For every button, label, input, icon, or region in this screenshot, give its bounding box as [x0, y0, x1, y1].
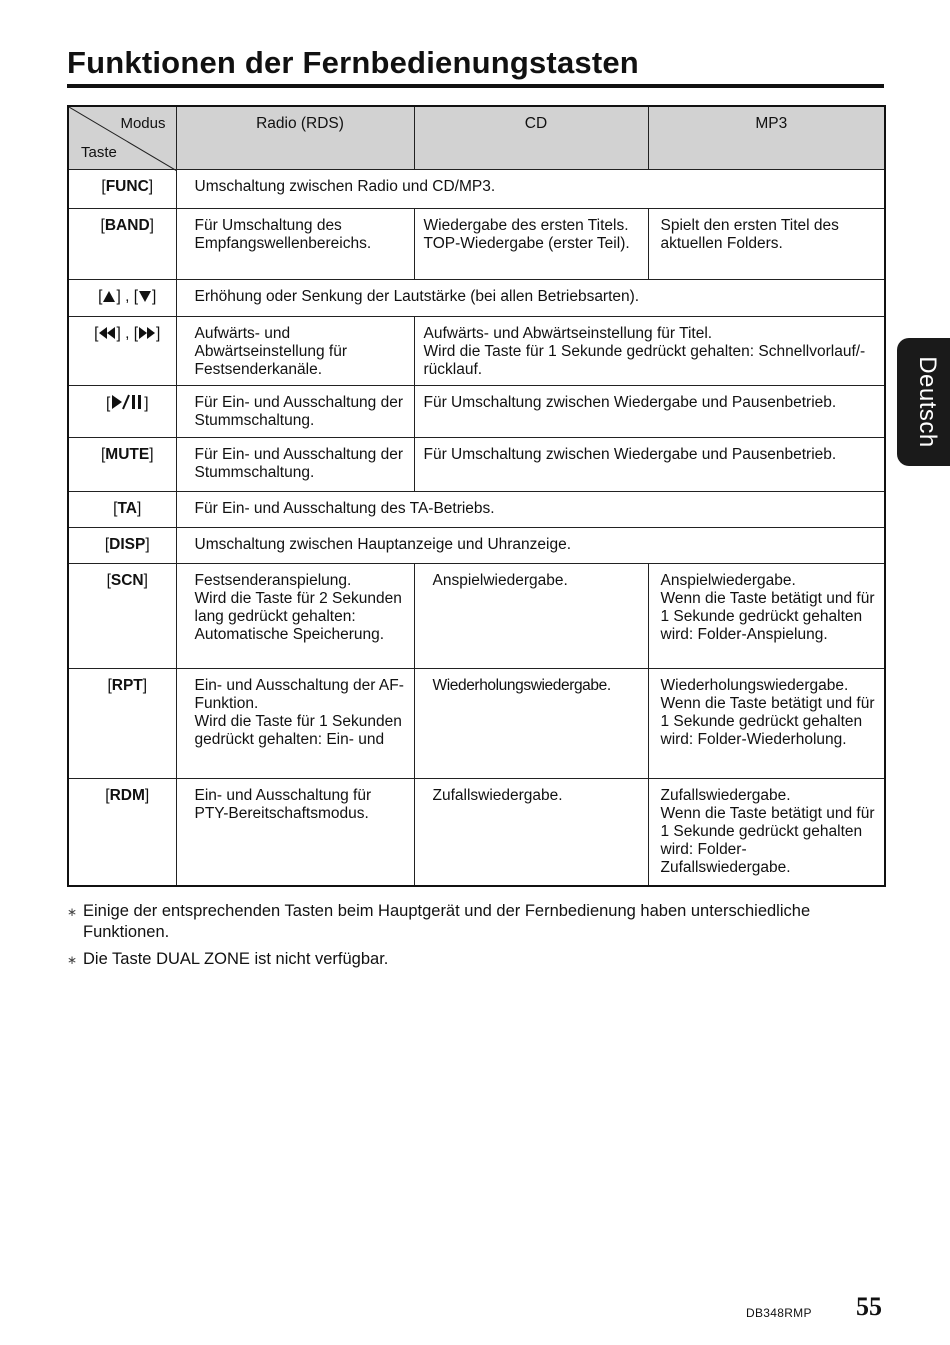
mp3-cell: Zufallswiedergabe. Wenn die Taste betätigt und für 1 Sekunde gedrückt gehalten wird: Folder-Zufallswiedergabe.: [648, 779, 885, 886]
language-side-tab: [897, 338, 950, 466]
key-cell: [RDM]: [68, 779, 176, 886]
header-mp3: MP3: [648, 106, 885, 170]
table-row: [68, 170, 885, 209]
volume-up-down-icon: [ ] , [ ]: [98, 288, 157, 305]
key-label: BAND: [104, 217, 150, 234]
header-modus: Modus: [120, 115, 166, 132]
key-cell: [SCN]: [68, 564, 176, 669]
key-label: SCN: [110, 572, 144, 589]
mp3-cell: Wiederholungswiedergabe. Wenn die Taste betätigt und für 1 Sekunde gedrückt gehalten wird: Folder-Wiederholung.: [648, 669, 885, 779]
table-row: [68, 492, 885, 528]
table-row: [68, 317, 885, 386]
table-row: [68, 438, 885, 492]
table-row: [68, 386, 885, 438]
volume-key-cell: [68, 280, 176, 317]
row-description: Für Ein- und Ausschaltung des TA-Betriebs.: [176, 492, 885, 528]
key-label: RDM: [109, 787, 145, 804]
key-cell: [FUNC]: [68, 170, 176, 209]
key-cell: [DISP]: [68, 528, 176, 564]
cd-mp3-cell: Aufwärts- und Abwärtseinstellung für Titel. Wird die Taste für 1 Sekunde gedrückt gehalten: Schnellvorlauf/-rücklauf.: [414, 317, 885, 386]
mp3-cell: Anspielwiedergabe. Wenn die Taste betätigt und für 1 Sekunde gedrückt gehalten wird: Folder-Anspielung.: [648, 564, 885, 669]
row-description: Umschaltung zwischen Hauptanzeige und Uhranzeige.: [176, 528, 885, 564]
radio-cell: Festsenderanspielung. Wird die Taste für 2 Sekunden lang gedrückt gehalten: Automatische Speicherung.: [176, 564, 414, 669]
footnote-text: Einige der entsprechenden Tasten beim Hauptgerät und der Fernbedienung haben unterschiedliche Funktionen.: [83, 902, 811, 941]
key-cell: [RPT]: [68, 669, 176, 779]
skip-back-forward-icon: [ ] , [ ]: [94, 325, 161, 342]
header-cd: CD: [414, 106, 648, 170]
language-label: Deutsch: [914, 356, 941, 448]
key-cell: [TA]: [68, 492, 176, 528]
key-cell: [BAND]: [68, 209, 176, 280]
radio-cell: Aufwärts- und Abwärtseinstellung für Festsenderkanäle.: [176, 317, 414, 386]
table-row: [68, 280, 885, 317]
cd-cell: Wiedergabe des ersten Titels. TOP-Wiedergabe (erster Teil).: [414, 209, 648, 280]
table-row: [68, 669, 885, 779]
radio-cell: Für Ein- und Ausschaltung der Stummschaltung.: [176, 438, 414, 492]
footnotes: [67, 901, 884, 976]
key-label: DISP: [109, 536, 146, 553]
key-label: TA: [117, 500, 137, 517]
asterisk-icon: ∗: [67, 953, 78, 967]
key-label: FUNC: [105, 178, 149, 195]
table-header-row: [68, 106, 885, 170]
mp3-cell: Spielt den ersten Titel des aktuellen Folders.: [648, 209, 885, 280]
footnote: [67, 901, 884, 943]
header-taste: Taste: [81, 144, 117, 161]
skip-key-cell: [68, 317, 176, 386]
cd-cell: Anspielwiedergabe.: [414, 564, 648, 669]
cd-mp3-cell: Für Umschaltung zwischen Wiedergabe und Pausenbetrieb.: [414, 438, 885, 492]
asterisk-icon: ∗: [67, 905, 78, 919]
cd-cell: Zufallswiedergabe.: [414, 779, 648, 886]
header-radio: Radio (RDS): [176, 106, 414, 170]
radio-cell: Für Umschaltung des Empfangswellenbereichs.: [176, 209, 414, 280]
footnote: [67, 949, 884, 970]
footnote-text: Die Taste DUAL ZONE ist nicht verfügbar.: [83, 950, 389, 968]
key-cell: [MUTE]: [68, 438, 176, 492]
radio-cell: Für Ein- und Ausschaltung der Stummschaltung.: [176, 386, 414, 438]
row-description: Umschaltung zwischen Radio und CD/MP3.: [176, 170, 885, 209]
page-number: 55: [856, 1292, 882, 1321]
cd-cell: Wiederholungswiedergabe.: [414, 669, 648, 779]
table-row: [68, 209, 885, 280]
table-row: [68, 564, 885, 669]
remote-function-table: [67, 105, 886, 887]
play-pause-key-cell: [68, 386, 176, 438]
play-pause-icon: [ ]: [105, 395, 149, 412]
key-label: RPT: [111, 677, 143, 694]
key-label: MUTE: [105, 446, 150, 463]
cd-mp3-cell: Für Umschaltung zwischen Wiedergabe und Pausenbetrieb.: [414, 386, 885, 438]
radio-cell: Ein- und Ausschaltung der AF-Funktion. Wird die Taste für 1 Sekunden gedrückt gehalten: Ein- und: [176, 669, 414, 779]
page-title: Funktionen der Fernbedienungstasten: [67, 44, 884, 88]
header-corner: [68, 106, 176, 170]
row-description: Erhöhung oder Senkung der Lautstärke (bei allen Betriebsarten).: [176, 280, 885, 317]
table-row: [68, 528, 885, 564]
model-number: DB348RMP: [746, 1306, 812, 1320]
radio-cell: Ein- und Ausschaltung für PTY-Bereitschaftsmodus.: [176, 779, 414, 886]
table-row: [68, 779, 885, 886]
